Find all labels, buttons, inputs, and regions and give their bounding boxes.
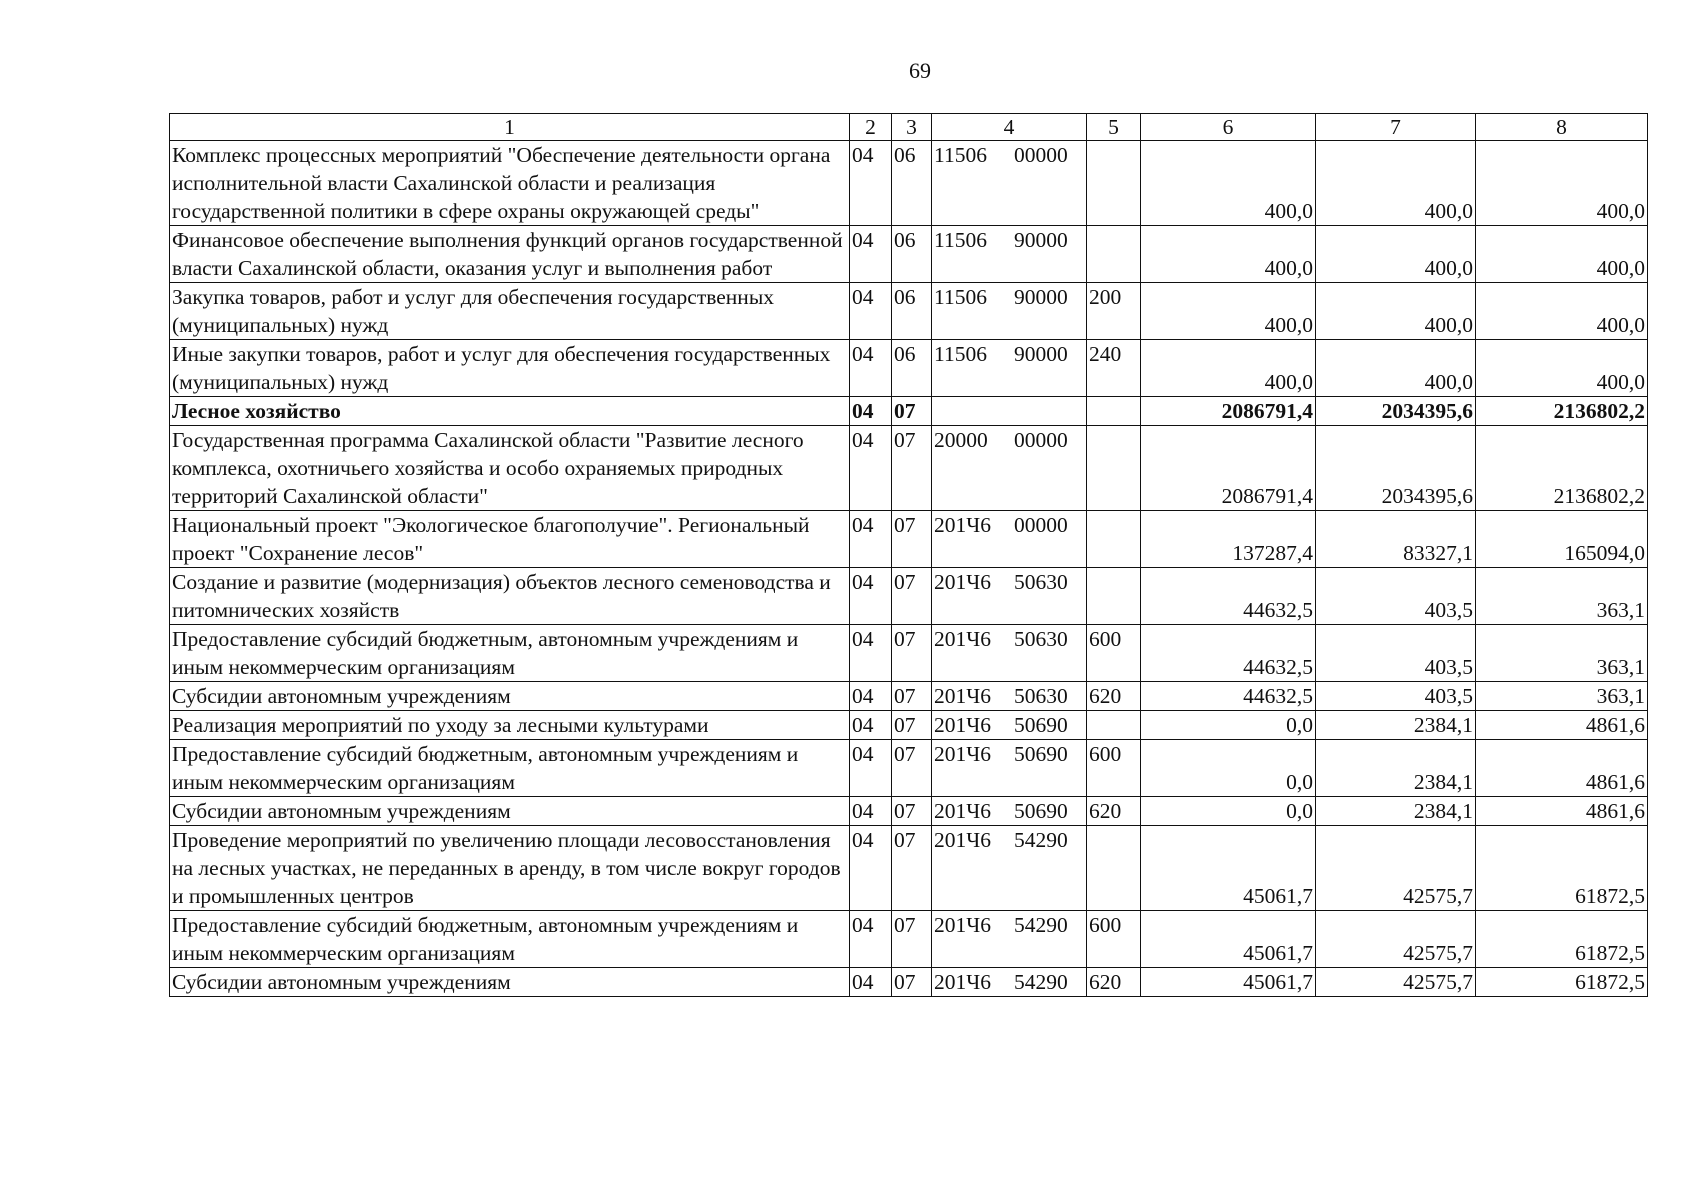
row-expense-type: 600	[1087, 911, 1141, 968]
row-expense-type	[1087, 141, 1141, 226]
row-value-col8: 363,1	[1476, 682, 1648, 711]
row-subsection-code: 06	[892, 340, 932, 397]
row-value-col7: 400,0	[1316, 340, 1476, 397]
row-expense-type	[1087, 397, 1141, 426]
row-value-col7: 2034395,6	[1316, 426, 1476, 511]
row-value-col6: 400,0	[1141, 226, 1316, 283]
row-value-col7: 2384,1	[1316, 711, 1476, 740]
row-section-code: 04	[850, 141, 892, 226]
row-subsection-code: 07	[892, 511, 932, 568]
row-value-col6: 0,0	[1141, 740, 1316, 797]
row-target-code	[932, 426, 1087, 511]
row-target-direction: 90000	[1014, 342, 1068, 366]
column-header: 5	[1087, 114, 1141, 141]
row-value-col8: 4861,6	[1476, 711, 1648, 740]
row-target-program: 11506	[934, 228, 987, 252]
row-subsection-code: 06	[892, 141, 932, 226]
row-value-col6: 45061,7	[1141, 968, 1316, 997]
column-header: 6	[1141, 114, 1316, 141]
row-name: Предоставление субсидий бюджетным, автономным учреждениям и иным некоммерческим организациям	[170, 911, 850, 968]
row-target-program: 20000	[934, 428, 988, 452]
row-value-col7: 403,5	[1316, 568, 1476, 625]
row-target-code	[932, 568, 1087, 625]
row-subsection-code: 07	[892, 911, 932, 968]
row-target-code	[932, 226, 1087, 283]
table-row	[170, 826, 1648, 911]
row-section-code: 04	[850, 426, 892, 511]
row-name: Государственная программа Сахалинской области "Развитие лесного комплекса, охотничьего хозяйства и особо охраняемых природных территорий Сахалинской области"	[170, 426, 850, 511]
column-header: 7	[1316, 114, 1476, 141]
row-subsection-code: 07	[892, 397, 932, 426]
row-target-code	[932, 397, 1087, 426]
row-name: Предоставление субсидий бюджетным, автономным учреждениям и иным некоммерческим организациям	[170, 625, 850, 682]
row-target-direction: 90000	[1014, 285, 1068, 309]
row-section-code: 04	[850, 397, 892, 426]
row-value-col8: 2136802,2	[1476, 397, 1648, 426]
row-value-col6: 44632,5	[1141, 682, 1316, 711]
row-expense-type: 200	[1087, 283, 1141, 340]
table-row	[170, 797, 1648, 826]
table-row	[170, 283, 1648, 340]
row-value-col6: 44632,5	[1141, 568, 1316, 625]
column-header: 1	[170, 114, 850, 141]
row-subsection-code: 06	[892, 283, 932, 340]
row-section-code: 04	[850, 797, 892, 826]
table-row	[170, 511, 1648, 568]
table-row	[170, 740, 1648, 797]
row-value-col7: 400,0	[1316, 283, 1476, 340]
row-target-program: 201Ч6	[934, 570, 991, 594]
row-value-col8: 4861,6	[1476, 797, 1648, 826]
row-target-code	[932, 968, 1087, 997]
row-value-col6: 44632,5	[1141, 625, 1316, 682]
budget-table	[169, 113, 1648, 997]
row-value-col7: 42575,7	[1316, 826, 1476, 911]
row-value-col7: 403,5	[1316, 682, 1476, 711]
row-value-col6: 45061,7	[1141, 911, 1316, 968]
row-name: Закупка товаров, работ и услуг для обеспечения государственных (муниципальных) нужд	[170, 283, 850, 340]
row-target-code	[932, 682, 1087, 711]
row-target-program: 201Ч6	[934, 799, 991, 823]
row-expense-type	[1087, 511, 1141, 568]
row-target-code	[932, 740, 1087, 797]
table-row	[170, 226, 1648, 283]
row-target-program: 201Ч6	[934, 970, 991, 994]
row-name: Национальный проект "Экологическое благополучие". Региональный проект "Сохранение лесов"	[170, 511, 850, 568]
row-value-col7: 42575,7	[1316, 968, 1476, 997]
page-number: 69	[909, 58, 931, 83]
row-value-col6: 0,0	[1141, 711, 1316, 740]
row-value-col8: 363,1	[1476, 625, 1648, 682]
row-target-direction: 50690	[1014, 742, 1068, 766]
row-target-direction: 50690	[1014, 713, 1068, 737]
row-target-program: 201Ч6	[934, 627, 991, 651]
row-section-code: 04	[850, 740, 892, 797]
row-value-col6: 400,0	[1141, 283, 1316, 340]
row-expense-type	[1087, 711, 1141, 740]
row-name: Реализация мероприятий по уходу за лесными культурами	[170, 711, 850, 740]
row-name: Субсидии автономным учреждениям	[170, 968, 850, 997]
row-section-code: 04	[850, 568, 892, 625]
row-value-col8: 165094,0	[1476, 511, 1648, 568]
row-value-col8: 400,0	[1476, 340, 1648, 397]
row-name: Иные закупки товаров, работ и услуг для обеспечения государственных (муниципальных) нужд	[170, 340, 850, 397]
row-target-program: 11506	[934, 285, 987, 309]
row-target-code	[932, 340, 1087, 397]
row-target-program: 11506	[934, 143, 987, 167]
row-target-direction: 54290	[1014, 913, 1068, 937]
row-subsection-code: 07	[892, 426, 932, 511]
table-row	[170, 397, 1648, 426]
row-target-code	[932, 911, 1087, 968]
row-name: Предоставление субсидий бюджетным, автономным учреждениям и иным некоммерческим организациям	[170, 740, 850, 797]
row-expense-type	[1087, 568, 1141, 625]
table-header-row	[170, 114, 1648, 141]
row-value-col6: 2086791,4	[1141, 426, 1316, 511]
row-value-col6: 45061,7	[1141, 826, 1316, 911]
row-value-col6: 400,0	[1141, 141, 1316, 226]
row-section-code: 04	[850, 625, 892, 682]
row-expense-type: 600	[1087, 625, 1141, 682]
table-row	[170, 141, 1648, 226]
row-target-program: 201Ч6	[934, 913, 991, 937]
row-target-direction: 50690	[1014, 799, 1068, 823]
row-section-code: 04	[850, 968, 892, 997]
row-expense-type: 620	[1087, 968, 1141, 997]
row-value-col8: 363,1	[1476, 568, 1648, 625]
row-name: Создание и развитие (модернизация) объектов лесного семеноводства и питомнических хозяйств	[170, 568, 850, 625]
row-value-col8: 400,0	[1476, 141, 1648, 226]
column-header: 8	[1476, 114, 1648, 141]
row-value-col6: 0,0	[1141, 797, 1316, 826]
row-value-col6: 2086791,4	[1141, 397, 1316, 426]
row-subsection-code: 07	[892, 682, 932, 711]
column-header: 2	[850, 114, 892, 141]
row-expense-type: 620	[1087, 797, 1141, 826]
row-value-col7: 83327,1	[1316, 511, 1476, 568]
column-header: 4	[932, 114, 1087, 141]
row-target-direction: 00000	[1014, 428, 1068, 452]
row-section-code: 04	[850, 826, 892, 911]
row-target-program: 11506	[934, 342, 987, 366]
row-section-code: 04	[850, 711, 892, 740]
row-value-col7: 400,0	[1316, 226, 1476, 283]
row-value-col7: 2034395,6	[1316, 397, 1476, 426]
row-value-col8: 61872,5	[1476, 911, 1648, 968]
row-expense-type: 600	[1087, 740, 1141, 797]
row-value-col8: 2136802,2	[1476, 426, 1648, 511]
row-value-col8: 61872,5	[1476, 826, 1648, 911]
row-section-code: 04	[850, 226, 892, 283]
row-subsection-code: 06	[892, 226, 932, 283]
row-value-col7: 42575,7	[1316, 911, 1476, 968]
row-expense-type	[1087, 226, 1141, 283]
row-target-program: 201Ч6	[934, 828, 991, 852]
row-section-code: 04	[850, 340, 892, 397]
row-target-code	[932, 625, 1087, 682]
table-row	[170, 711, 1648, 740]
row-value-col8: 61872,5	[1476, 968, 1648, 997]
row-subsection-code: 07	[892, 568, 932, 625]
row-target-code	[932, 826, 1087, 911]
table-row	[170, 968, 1648, 997]
row-target-code	[932, 711, 1087, 740]
table-row	[170, 682, 1648, 711]
row-target-program: 201Ч6	[934, 742, 991, 766]
table-row	[170, 568, 1648, 625]
row-subsection-code: 07	[892, 968, 932, 997]
row-section-code: 04	[850, 682, 892, 711]
row-name: Финансовое обеспечение выполнения функций органов государственной власти Сахалинской области, оказания услуг и выполнения работ	[170, 226, 850, 283]
row-target-direction: 54290	[1014, 828, 1068, 852]
row-expense-type	[1087, 426, 1141, 511]
row-target-direction: 54290	[1014, 970, 1068, 994]
row-value-col8: 4861,6	[1476, 740, 1648, 797]
table-row	[170, 625, 1648, 682]
column-header: 3	[892, 114, 932, 141]
row-subsection-code: 07	[892, 625, 932, 682]
row-target-direction: 00000	[1014, 513, 1068, 537]
row-subsection-code: 07	[892, 797, 932, 826]
row-target-direction: 00000	[1014, 143, 1068, 167]
table-row	[170, 911, 1648, 968]
row-target-program: 201Ч6	[934, 684, 991, 708]
row-subsection-code: 07	[892, 740, 932, 797]
row-target-direction: 50630	[1014, 570, 1068, 594]
row-value-col8: 400,0	[1476, 283, 1648, 340]
row-target-direction: 50630	[1014, 684, 1068, 708]
row-target-code	[932, 283, 1087, 340]
row-value-col6: 137287,4	[1141, 511, 1316, 568]
row-value-col8: 400,0	[1476, 226, 1648, 283]
row-subsection-code: 07	[892, 711, 932, 740]
row-value-col7: 2384,1	[1316, 740, 1476, 797]
row-name: Лесное хозяйство	[170, 397, 850, 426]
row-target-code	[932, 511, 1087, 568]
row-name: Проведение мероприятий по увеличению площади лесовосстановления на лесных участках, не переданных в аренду, в том числе вокруг городов и промышленных центров	[170, 826, 850, 911]
row-expense-type: 620	[1087, 682, 1141, 711]
row-expense-type	[1087, 826, 1141, 911]
row-name: Субсидии автономным учреждениям	[170, 682, 850, 711]
row-value-col7: 400,0	[1316, 141, 1476, 226]
row-expense-type: 240	[1087, 340, 1141, 397]
row-section-code: 04	[850, 511, 892, 568]
row-value-col7: 403,5	[1316, 625, 1476, 682]
row-target-program: 201Ч6	[934, 713, 991, 737]
row-name: Субсидии автономным учреждениям	[170, 797, 850, 826]
row-subsection-code: 07	[892, 826, 932, 911]
row-target-direction: 90000	[1014, 228, 1068, 252]
row-section-code: 04	[850, 911, 892, 968]
row-target-code	[932, 141, 1087, 226]
table-row	[170, 426, 1648, 511]
table-row	[170, 340, 1648, 397]
row-section-code: 04	[850, 283, 892, 340]
row-name: Комплекс процессных мероприятий "Обеспечение деятельности органа исполнительной власти Сахалинской области и реализация государственной политики в сфере охраны окружающей среды"	[170, 141, 850, 226]
row-value-col6: 400,0	[1141, 340, 1316, 397]
row-target-program: 201Ч6	[934, 513, 991, 537]
row-value-col7: 2384,1	[1316, 797, 1476, 826]
row-target-code	[932, 797, 1087, 826]
row-target-direction: 50630	[1014, 627, 1068, 651]
